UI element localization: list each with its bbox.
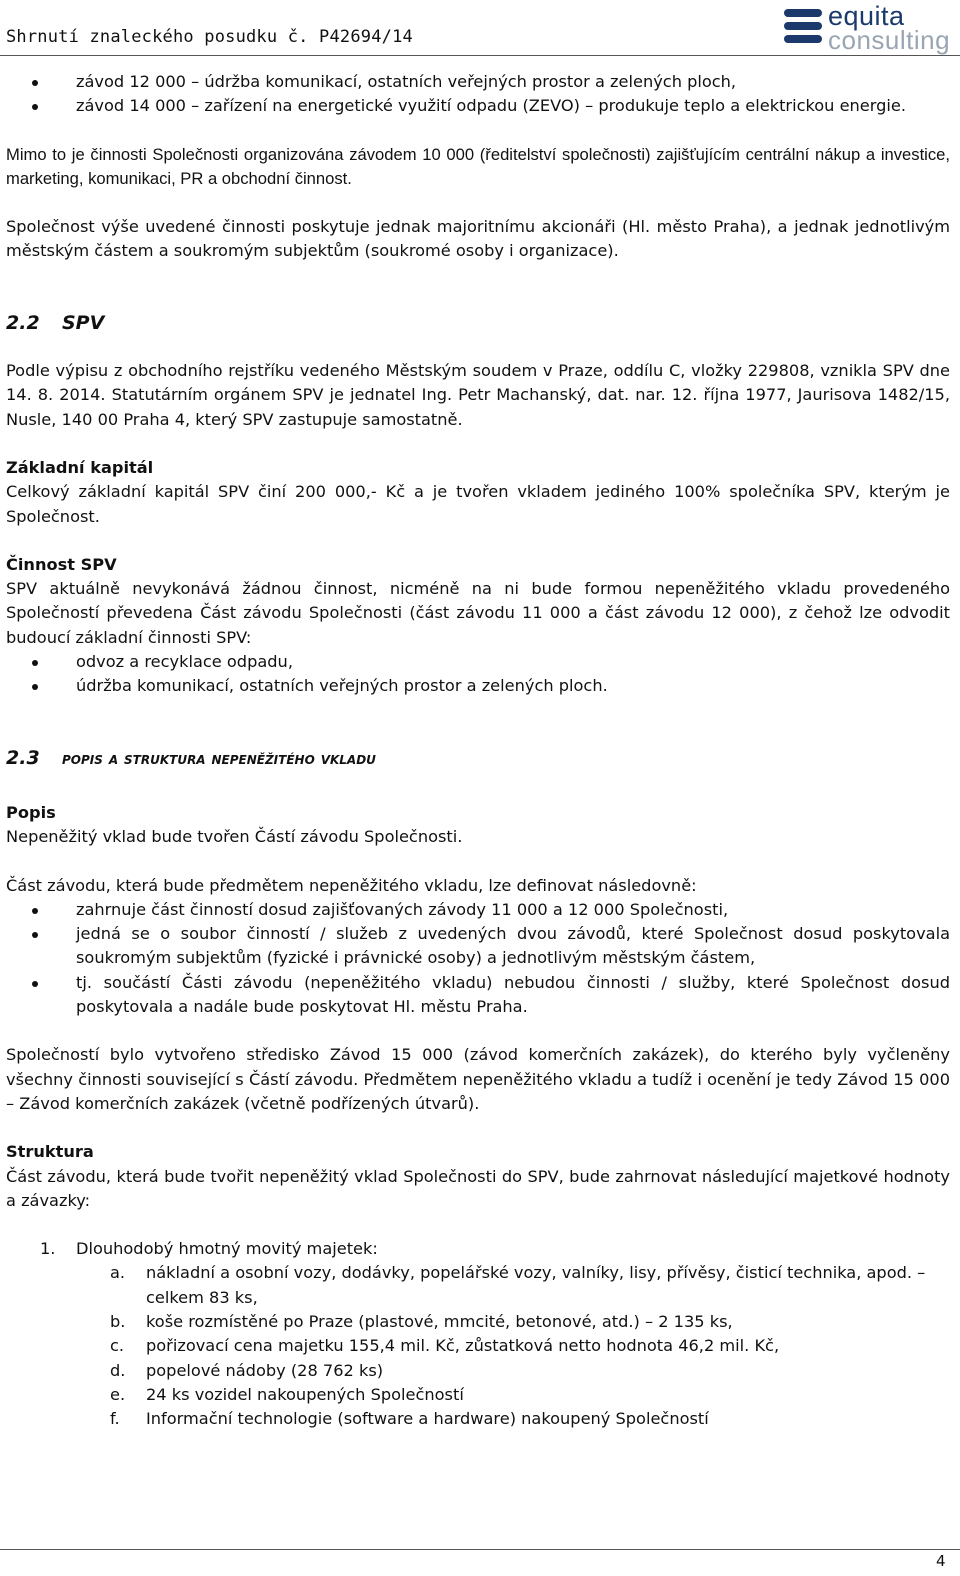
list-item <box>76 1334 950 1358</box>
list-marker: f. <box>110 1409 120 1429</box>
list-item-text: Dlouhodobý hmotný movitý majetek: <box>76 1239 378 1259</box>
asset-sublist <box>76 1261 950 1431</box>
paragraph: Společností bylo vytvořeno středisko Závod 15 000 (závod komerčních zakázek), do kterého byly vyčleněny všechny činnosti související s Částí závodu. Předmětem nepeněžitého vkladu a tudíž i ocenění je tedy Závod 15 000 – Závod komerčních zakázek (včetně podřízených útvarů). <box>6 1045 950 1113</box>
paragraph: Celkový základní kapitál SPV činí 200 000,- Kč a je tvořen vkladem jediného 100% společníka SPV, kterým je Společnost. <box>6 482 950 526</box>
list-marker: 1. <box>40 1239 56 1259</box>
subheading: Základní kapitál <box>6 457 154 477</box>
list-item-text: Informační technologie (software a hardware) nakoupený Společností <box>146 1409 709 1429</box>
list-marker: c. <box>110 1336 125 1356</box>
structure-numbered-list <box>6 1237 950 1431</box>
section-heading-2-2 <box>6 311 950 335</box>
list-item-text: koše rozmístěné po Praze (plastové, mmcité, betonové, atd.) – 2 135 ks, <box>146 1311 733 1331</box>
footer-divider <box>0 1549 960 1550</box>
list-item-text: nákladní a osobní vozy, dodávky, popelářské vozy, valníky, lisy, přívěsy, čisticí technika, apod. – celkem 83 ks, <box>146 1263 926 1307</box>
section-number: 2.3 <box>6 746 40 769</box>
section-title: SPV <box>62 311 105 334</box>
list-item: zahrnuje část činností dosud zajišťovaných závody 11 000 a 12 000 Společnosti, <box>6 898 950 922</box>
list-item <box>76 1261 950 1310</box>
header-divider <box>0 55 960 56</box>
part-bullet-list <box>6 898 950 1019</box>
subheading: Popis <box>6 802 56 822</box>
equita-logo-icon <box>784 9 822 45</box>
paragraph: Nepeněžitý vklad bude tvořen Částí závodu Společnosti. <box>6 827 463 847</box>
activity-bullet-list <box>6 650 950 699</box>
paragraph: Podle výpisu z obchodního rejstříku vedeného Městským soudem v Praze, oddílu C, vložky 229808, vznikla SPV dne 14. 8. 2014. Statutárním orgánem SPV je jednatel Ing. Petr Machanský, dat. nar. 12. října 1977, Jaurisova 1482/15, Nusle, 140 00 Praha 4, který SPV zastupuje samostatně. <box>6 361 950 429</box>
list-item <box>76 1383 950 1407</box>
logo-wordmark-primary: equita <box>828 1 905 31</box>
page-number: 4 <box>936 1552 946 1570</box>
list-item: závod 12 000 – údržba komunikací, ostatních veřejných prostor a zelených ploch, <box>6 70 950 94</box>
section-number: 2.2 <box>6 311 40 334</box>
list-item: údržba komunikací, ostatních veřejných prostor a zelených ploch. <box>6 674 950 698</box>
paragraph: SPV aktuálně nevykonává žádnou činnost, nicméně na ni bude formou nepeněžitého vkladu provedeného Společností převedena Část závodu Společnosti (část závodu 11 000 a část závodu 12 000), z čehož lze odvodit budoucí základní činnosti SPV: <box>6 579 950 647</box>
list-item-text: 24 ks vozidel nakoupených Společností <box>146 1384 464 1404</box>
logo-wordmark-secondary: consulting <box>828 25 951 55</box>
list-item: jedná se o soubor činností / služeb z uvedených dvou závodů, které Společnost dosud poskytovala soukromým subjektům (fyzické i právnické osoby) a jednotlivým městským částem, <box>6 922 950 971</box>
intro-bullet-list <box>6 70 950 119</box>
list-item: závod 14 000 – zařízení na energetické využití odpadu (ZEVO) – produkuje teplo a elektrickou energie. <box>6 94 950 118</box>
list-marker: a. <box>110 1263 126 1283</box>
company-logo <box>784 1 954 55</box>
list-marker: d. <box>110 1360 126 1380</box>
list-item: tj. součástí Části závodu (nepeněžitého vkladu) nebudou činnosti / služby, které Společnost dosud poskytovala a nadále bude poskytovat Hl. městu Praha. <box>6 971 950 1020</box>
list-item-text: popelové nádoby (28 762 ks) <box>146 1360 384 1380</box>
document-title: Shrnutí znaleckého posudku č. P42694/14 <box>6 27 413 47</box>
section-title: popis a struktura nepeněžitého vkladu <box>62 748 376 769</box>
section-heading-2-3 <box>6 746 950 771</box>
list-item: odvoz a recyklace odpadu, <box>6 650 950 674</box>
document-body <box>6 70 950 1431</box>
subheading: Struktura <box>6 1142 94 1162</box>
paragraph: Část závodu, která bude tvořit nepeněžitý vklad Společnosti do SPV, bude zahrnovat následující majetkové hodnoty a závazky: <box>6 1166 950 1210</box>
list-marker: b. <box>110 1311 126 1331</box>
list-item-text: pořizovací cena majetku 155,4 mil. Kč, zůstatková netto hodnota 46,2 mil. Kč, <box>146 1336 780 1356</box>
subheading: Činnost SPV <box>6 554 117 574</box>
list-item <box>76 1310 950 1334</box>
paragraph: Společnost výše uvedené činnosti poskytuje jednak majoritnímu akcionáři (Hl. město Praha), a jednak jednotlivým městským částem a soukromým subjektům (soukromé osoby i organizace). <box>6 217 950 261</box>
paragraph: Mimo to je činnosti Společnosti organizována závodem 10 000 (ředitelství společnosti) zajišťujícím centrální nákup a investice, marketing, komunikaci, PR a obchodní činnost. <box>6 144 950 188</box>
list-marker: e. <box>110 1384 126 1404</box>
list-item <box>76 1407 950 1431</box>
list-item <box>6 1237 950 1431</box>
paragraph: Část závodu, která bude předmětem nepeněžitého vkladu, lze definovat následovně: <box>6 875 697 895</box>
list-item <box>76 1359 950 1383</box>
page-header <box>0 0 960 58</box>
